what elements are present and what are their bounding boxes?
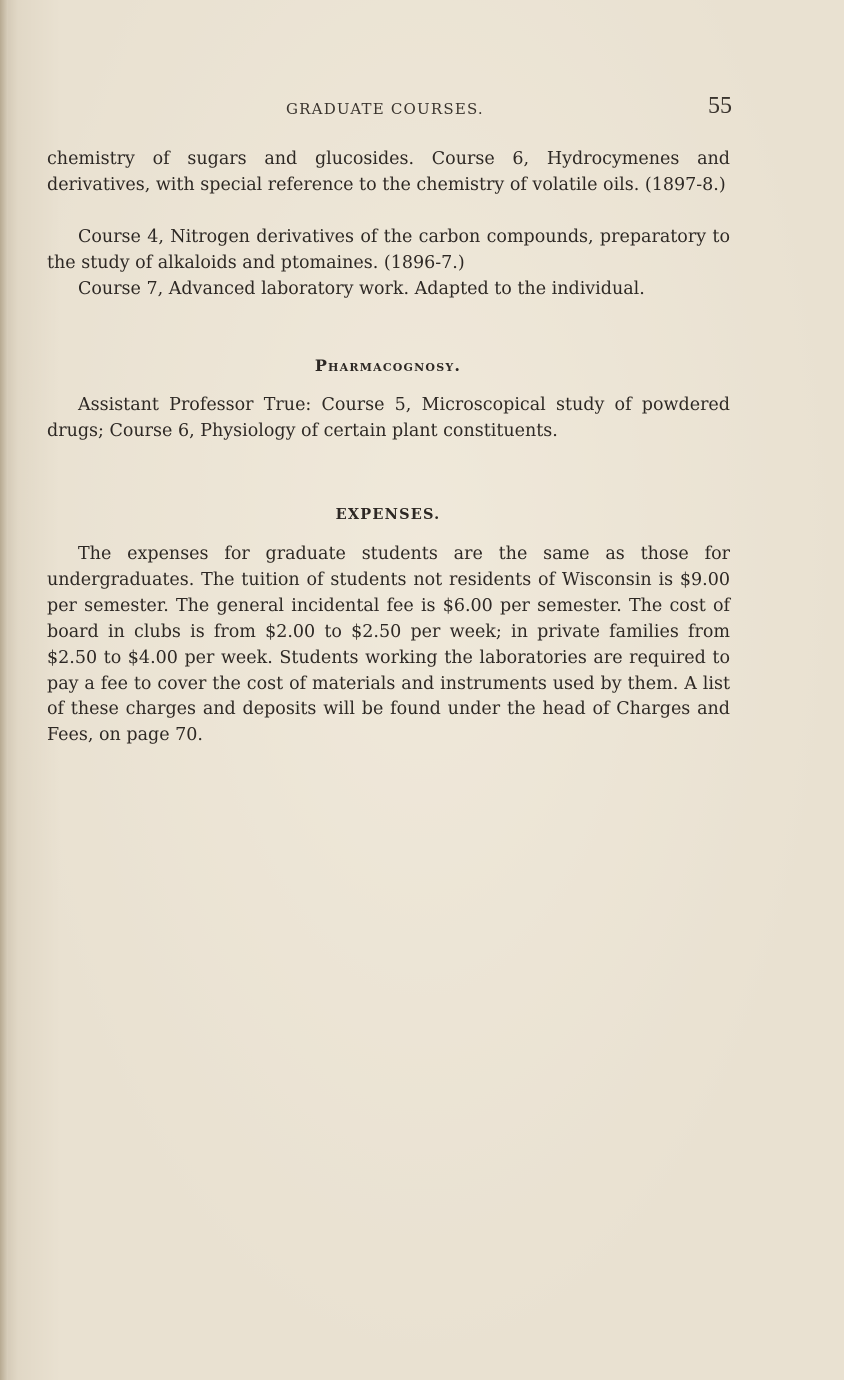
paragraph-course-7: Course 7, Advanced laboratory work. Adapted to the individual. <box>78 279 645 299</box>
paragraph-course-4: Course 4, Nitrogen derivatives of the carbon compounds, preparatory to the study of alkaloids and ptomaines. (1896-7.) <box>47 227 730 273</box>
running-header <box>0 93 844 122</box>
heading-pharmacognosy: Pharmacognosy. <box>314 356 462 375</box>
paragraph-expenses: The expenses for graduate students are the same as those for undergraduates. The tuition of students not residents of Wisconsin is $9.00 per semester. The general incidental fee is $6.00 per semester. The cost of board in clubs is from $2.00 to $2.50 per week; in private families from $2.50 to $4.00 per week. Students working the laboratories are required to pay a fee to cover the cost of materials and instruments used by them. A list of these charges and deposits will be found under the head of Charges and Fees, on page 70. <box>47 544 730 746</box>
page-spine-shadow <box>0 0 8 1380</box>
paragraph-chemistry-continued: chemistry of sugars and glucosides. Course 6, Hydrocymenes and derivatives, with special reference to the chemistry of volatile oils. (1897-8.) <box>47 149 730 195</box>
heading-expenses: EXPENSES. <box>335 506 441 523</box>
page-number: 55 <box>708 93 732 119</box>
running-title: GRADUATE COURSES. <box>286 100 484 118</box>
paragraph-pharmacognosy: Assistant Professor True: Course 5, Microscopical study of powdered drugs; Course 6, Physiology of certain plant constituents. <box>47 395 730 441</box>
